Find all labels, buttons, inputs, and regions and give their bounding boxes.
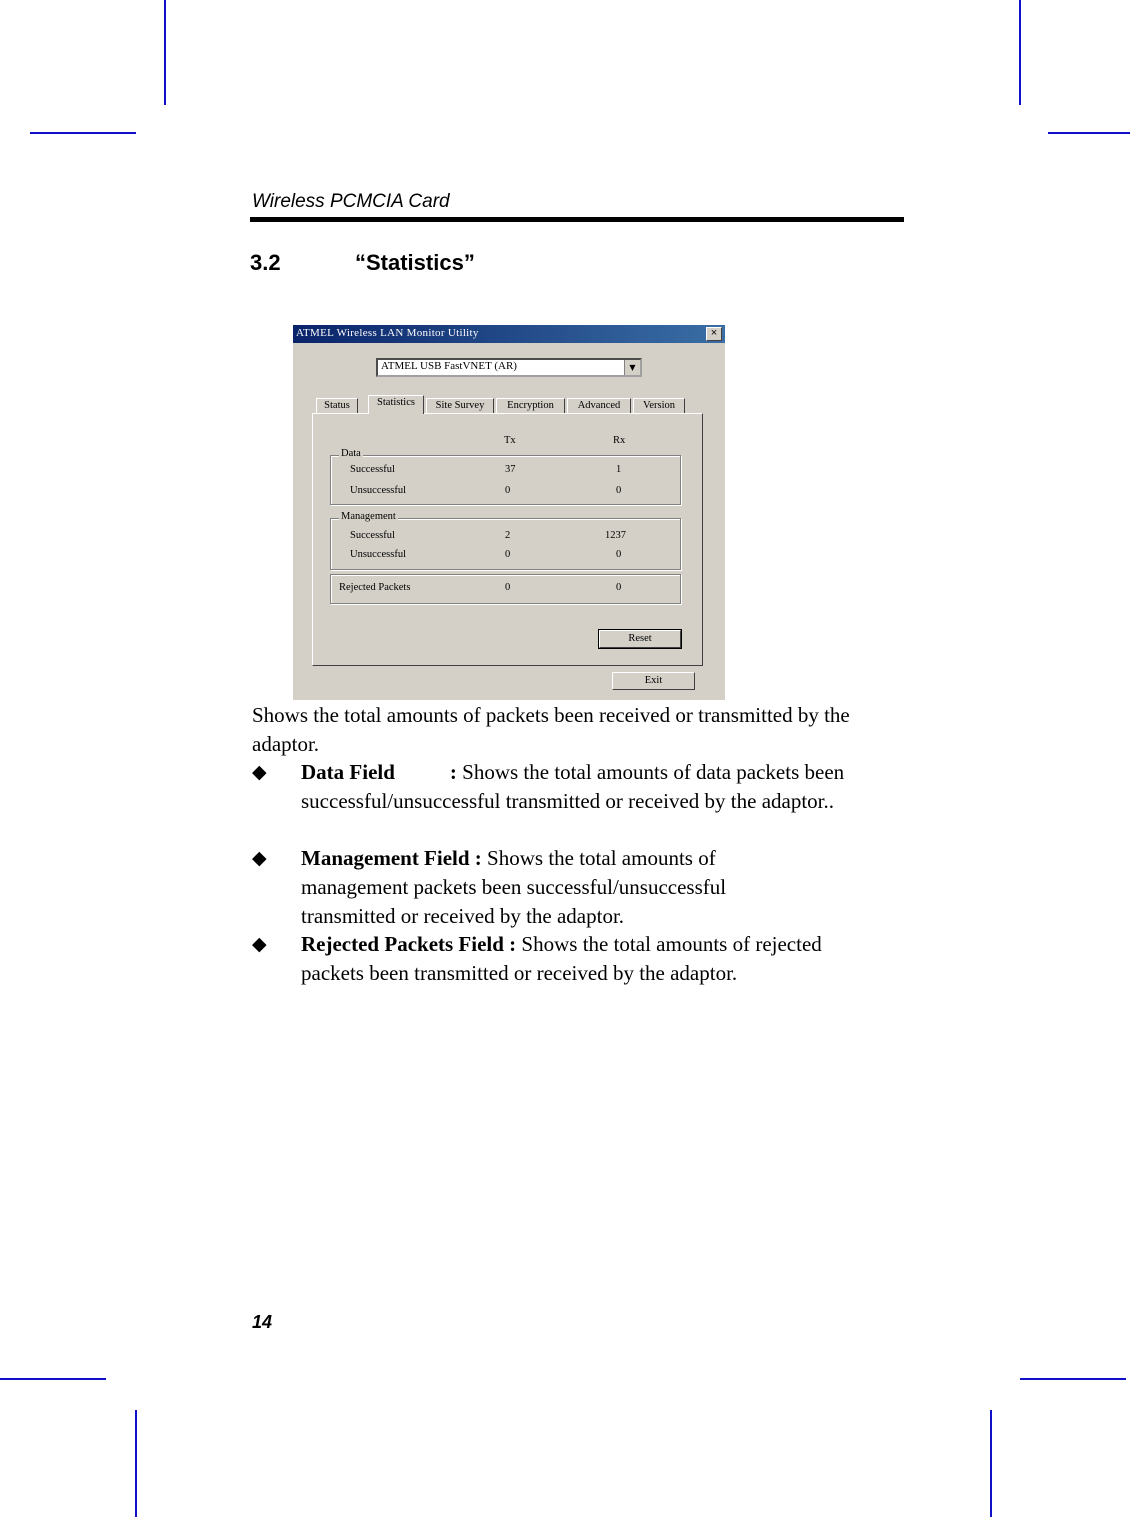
tab-encryption[interactable]: Encryption [496,398,565,414]
window-title: ATMEL Wireless LAN Monitor Utility [296,327,479,339]
chevron-down-icon[interactable]: ▼ [624,360,640,375]
intro-paragraph: Shows the total amounts of packets been received or transmitted by the adaptor. [252,703,850,756]
diamond-bullet-icon: ◆ [252,761,267,783]
section-number: 3.2 [250,250,281,275]
bullet-separator: : [449,760,457,784]
bullet-term: Management Field : [301,846,482,870]
mgmt-successful-rx: 1237 [605,530,626,541]
running-header: Wireless PCMCIA Card [252,191,450,212]
crop-mark [135,1410,137,1517]
management-group [330,511,681,570]
mgmt-successful-tx: 2 [505,530,511,541]
tab-site-survey[interactable]: Site Survey [426,398,494,414]
mgmt-unsuccessful-rx: 0 [616,549,622,560]
mgmt-unsuccessful-label: Unsuccessful [350,549,406,560]
data-group-label: Data [341,448,361,459]
tab-version[interactable]: Version [633,398,685,414]
monitor-utility-window [293,325,725,700]
tab-statistics[interactable]: Statistics [368,395,424,414]
statistics-panel [312,413,703,666]
reset-button[interactable]: Reset [599,630,681,648]
bullet-text [301,758,861,816]
rejected-packets-rx: 0 [616,582,622,593]
diamond-bullet-icon: ◆ [252,933,267,955]
crop-mark [30,132,136,134]
device-select-value: ATMEL USB FastVNET (AR) [381,360,517,372]
exit-button[interactable]: Exit [612,672,695,690]
data-successful-tx: 37 [505,464,516,475]
header-rule [250,217,904,222]
crop-mark [0,1378,106,1380]
tab-status[interactable]: Status [316,398,358,414]
close-icon[interactable]: × [706,327,722,341]
section-title: “Statistics” [355,250,475,275]
crop-mark [1019,0,1021,105]
data-successful-rx: 1 [616,464,622,475]
data-successful-label: Successful [350,464,395,475]
crop-mark [1048,132,1130,134]
crop-mark [164,0,166,105]
device-select[interactable] [376,358,642,377]
crop-mark [990,1410,992,1517]
rejected-packets-tx: 0 [505,582,511,593]
mgmt-successful-label: Successful [350,530,395,541]
diamond-bullet-icon: ◆ [252,847,267,869]
crop-mark [1020,1378,1126,1380]
mgmt-unsuccessful-tx: 0 [505,549,511,560]
bullet-description: Shows the total amounts of data packets been successful/unsuccessful transmitted or received by the adaptor.. [301,760,845,813]
bullet-text [301,844,781,931]
data-unsuccessful-rx: 0 [616,485,622,496]
bullet-term: Rejected Packets Field : [301,932,517,956]
bullet-description: Shows the total amounts of rejected packets been transmitted or received by the adaptor. [301,932,822,985]
tx-column-header: Tx [504,435,516,446]
tab-advanced[interactable]: Advanced [567,398,631,414]
rejected-packets-label: Rejected Packets [339,582,411,593]
data-unsuccessful-label: Unsuccessful [350,485,406,496]
bullet-description: Shows the total amounts of management packets been successful/unsuccessful transmitted or received by the adaptor. [301,846,727,928]
rejected-packets-group [330,574,681,604]
data-group [330,448,681,505]
management-group-label: Management [341,511,396,522]
bullet-text [301,930,826,988]
rx-column-header: Rx [613,435,626,446]
data-unsuccessful-tx: 0 [505,485,511,496]
bullet-term: Data Field [301,760,395,784]
page-number: 14 [252,1312,273,1332]
window-titlebar [293,325,725,343]
